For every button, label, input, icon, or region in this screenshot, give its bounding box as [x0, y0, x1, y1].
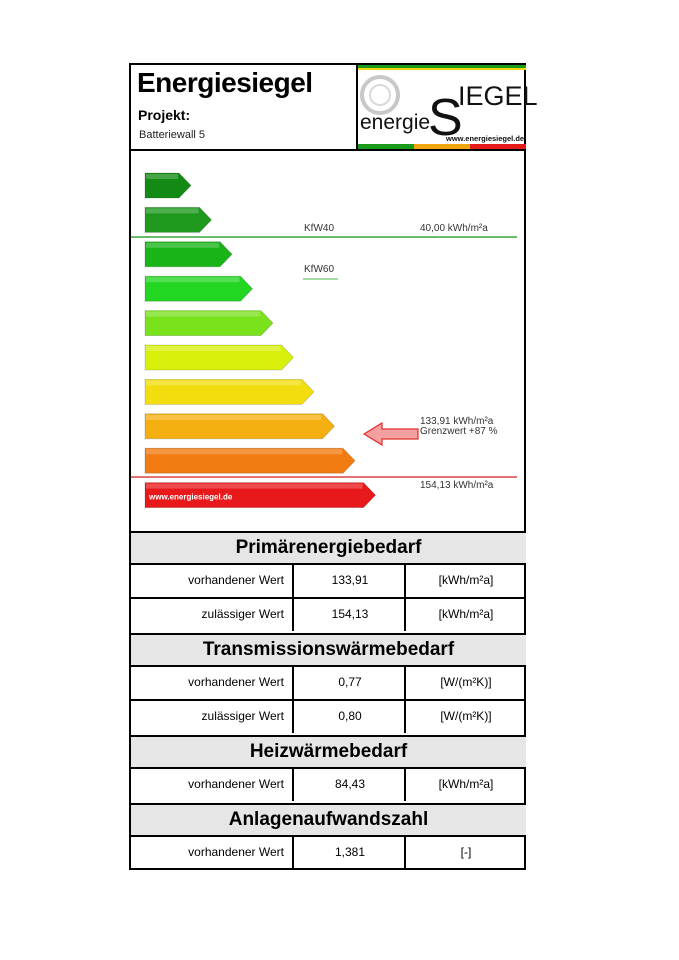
table-row — [131, 667, 526, 701]
energy-scale — [131, 151, 526, 531]
table-row — [131, 701, 526, 735]
energy-scale-graphic — [131, 151, 526, 531]
row-label: zulässiger Wert — [131, 599, 294, 631]
row-unit: [kWh/m²a] — [438, 777, 494, 791]
kfw60-label: KfW60 — [304, 264, 335, 275]
scale-bar-highlight — [146, 484, 363, 489]
scale-bar-highlight — [146, 415, 322, 420]
logo-url: www.energiesiegel.de — [446, 134, 525, 143]
limit-value-label: 154,13 kWh/m²a — [420, 480, 494, 491]
scale-bar-highlight — [146, 346, 281, 351]
header — [131, 65, 538, 151]
scale-bar-url: www.energiesiegel.de — [149, 492, 233, 502]
seal-stamp-icon — [362, 77, 398, 113]
logo-energie: energie — [360, 111, 431, 134]
row-value: 1,381 — [296, 837, 406, 868]
energy-label-card — [129, 63, 538, 870]
row-label: vorhandener Wert — [131, 565, 294, 597]
row-value: 84,43 — [296, 769, 406, 801]
section-primaerenergiebedarf: Primärenergiebedarf — [131, 531, 526, 565]
project-value: Batteriewall 5 — [139, 129, 206, 141]
row-unit: [kWh/m²a] — [438, 573, 494, 587]
table-row — [131, 837, 526, 868]
row-unit: [W/(m²K)] — [440, 709, 492, 723]
scale-bar-highlight — [146, 174, 178, 179]
row-unit: [W/(m²K)] — [440, 675, 492, 689]
scale-bar-highlight — [146, 243, 219, 248]
row-label: zulässiger Wert — [131, 701, 294, 733]
row-unit: [-] — [460, 845, 472, 859]
scale-bar-highlight — [146, 449, 342, 454]
logo-s: S — [428, 89, 463, 147]
scale-bar-highlight — [146, 380, 301, 385]
table-row — [131, 565, 526, 599]
section-transmissionswaermebedarf: Transmissionswärmebedarf — [131, 633, 526, 667]
row-value: 0,77 — [296, 667, 406, 699]
scale-bar-highlight — [146, 277, 240, 282]
row-unit: [kWh/m²a] — [438, 607, 494, 621]
row-value: 154,13 — [296, 599, 406, 631]
energiesiegel-logo — [358, 65, 538, 149]
page-title: Energiesiegel — [137, 67, 313, 98]
kfw40-value: 40,00 kWh/m²a — [420, 223, 488, 234]
row-value: 133,91 — [296, 565, 406, 597]
table-row — [131, 769, 526, 803]
current-value-arrow — [364, 423, 418, 445]
table-row — [131, 599, 526, 633]
row-label: vorhandener Wert — [131, 837, 294, 868]
row-label: vorhandener Wert — [131, 769, 294, 801]
current-value-label: 133,91 kWh/m²a — [420, 416, 494, 427]
row-label: vorhandener Wert — [131, 667, 294, 699]
row-value: 0,80 — [296, 701, 406, 733]
header-info — [131, 65, 358, 149]
section-heizwaermebedarf: Heizwärmebedarf — [131, 735, 526, 769]
project-label: Projekt: — [138, 107, 191, 123]
kfw40-label: KfW40 — [304, 223, 335, 234]
section-anlagenaufwandszahl: Anlagenaufwandszahl — [131, 803, 526, 837]
current-note-label: Grenzwert +87 % — [420, 426, 498, 437]
logo-iegel: IEGEL — [458, 81, 538, 111]
scale-bar-highlight — [146, 312, 260, 317]
scale-bar-highlight — [146, 208, 199, 213]
